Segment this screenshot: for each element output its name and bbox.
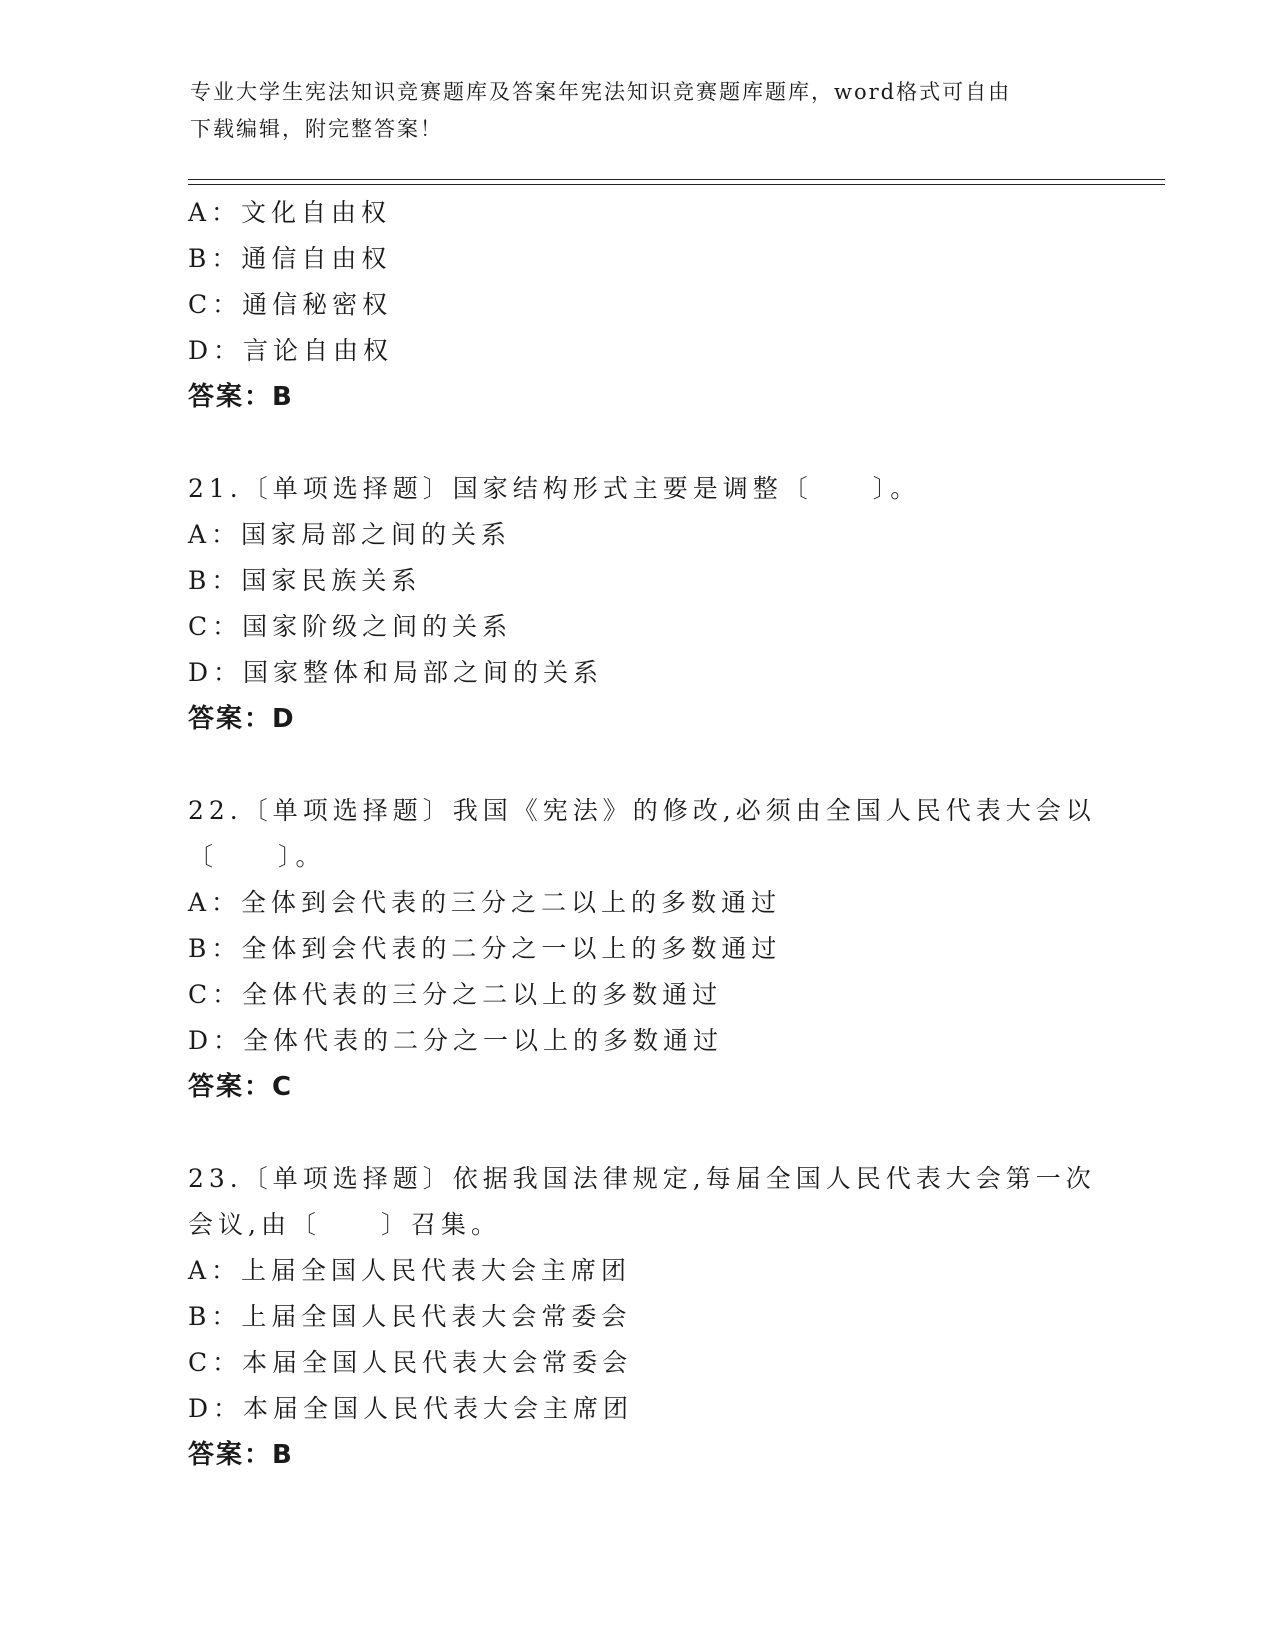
header-divider-top bbox=[188, 179, 1165, 180]
option-b: B：国家民族关系 bbox=[188, 566, 422, 595]
option-a: A：文化自由权 bbox=[188, 198, 392, 227]
option-c: C：通信秘密权 bbox=[188, 290, 393, 319]
header-line-1: 专业大学生宪法知识竞赛题库及答案年宪法知识竞赛题库题库，word格式可自由 bbox=[190, 80, 1012, 104]
question-stem-continued: 〔 〕。 bbox=[188, 842, 326, 871]
answer-line: 答案：B bbox=[188, 1440, 294, 1470]
document-header bbox=[190, 74, 1090, 148]
option-d: D：全体代表的二分之一以上的多数通过 bbox=[188, 1026, 724, 1055]
option-c: C：国家阶级之间的关系 bbox=[188, 612, 513, 641]
answer-line: 答案：D bbox=[188, 704, 296, 734]
question-23 bbox=[188, 1156, 1096, 1478]
header-line-2: 下载编辑，附完整答案！ bbox=[190, 117, 443, 141]
option-b: B：通信自由权 bbox=[188, 244, 392, 273]
option-d: D：言论自由权 bbox=[188, 336, 394, 365]
option-a: A：国家局部之间的关系 bbox=[188, 520, 512, 549]
question-stem-continued: 会议,由〔 〕召集。 bbox=[188, 1210, 501, 1239]
spacer bbox=[188, 742, 1088, 788]
option-c: C：本届全国人民代表大会常委会 bbox=[188, 1348, 633, 1377]
option-a: A：上届全国人民代表大会主席团 bbox=[188, 1256, 632, 1285]
answer-line: 答案：B bbox=[188, 382, 294, 412]
option-b: B：全体到会代表的二分之一以上的多数通过 bbox=[188, 934, 782, 963]
question-stem: 22.〔单项选择题〕我国《宪法》的修改,必须由全国人民代表大会以 bbox=[188, 796, 1096, 825]
question-stem: 21.〔单项选择题〕国家结构形式主要是调整〔 〕。 bbox=[188, 474, 921, 503]
option-d: D：国家整体和局部之间的关系 bbox=[188, 658, 604, 687]
option-b: B：上届全国人民代表大会常委会 bbox=[188, 1302, 632, 1331]
question-list bbox=[188, 190, 1096, 1478]
question-21 bbox=[188, 466, 1088, 742]
option-a: A：全体到会代表的三分之二以上的多数通过 bbox=[188, 888, 782, 917]
question-22 bbox=[188, 788, 1096, 1110]
option-d: D：本届全国人民代表大会主席团 bbox=[188, 1394, 634, 1423]
question-stem: 23.〔单项选择题〕依据我国法律规定,每届全国人民代表大会第一次 bbox=[188, 1164, 1096, 1193]
option-c: C：全体代表的三分之二以上的多数通过 bbox=[188, 980, 723, 1009]
spacer bbox=[188, 420, 1088, 466]
spacer bbox=[188, 1110, 1088, 1156]
answer-line: 答案：C bbox=[188, 1072, 294, 1102]
question-20-continued bbox=[188, 190, 1088, 420]
header-divider-bottom bbox=[188, 184, 1165, 185]
